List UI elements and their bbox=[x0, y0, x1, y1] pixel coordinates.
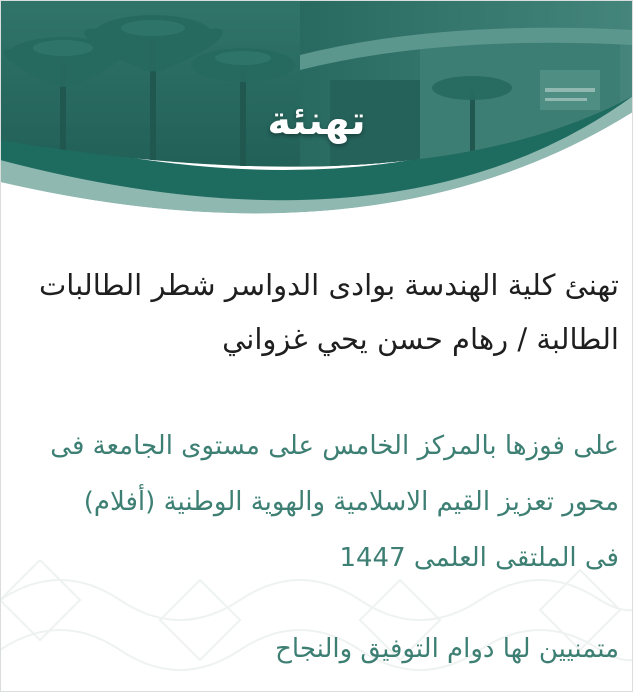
congratulation-message bbox=[14, 258, 619, 366]
header-title: تهنئة bbox=[267, 98, 366, 144]
achievement-description bbox=[14, 418, 619, 586]
achievement-line-rank: على فوزها بالمركز الخامس على مستوى الجامعة فى bbox=[50, 431, 619, 461]
achievement-line-track: محور تعزيز القيم الاسلامية والهوية الوطنية (أفلام) bbox=[83, 487, 619, 517]
header-banner bbox=[0, 0, 633, 225]
wishes-line: متمنيين لها دوام التوفيق والنجاح bbox=[275, 634, 619, 664]
achievement-line-event: فى الملتقى العلمى 1447 bbox=[339, 543, 619, 573]
congratulation-line-student: الطالبة / رهام حسن يحي غزواني bbox=[222, 322, 619, 356]
wishes-message bbox=[14, 624, 619, 674]
congratulation-line-college: تهنئ كلية الهندسة بوادى الدواسر شطر الطالبات bbox=[39, 268, 619, 302]
